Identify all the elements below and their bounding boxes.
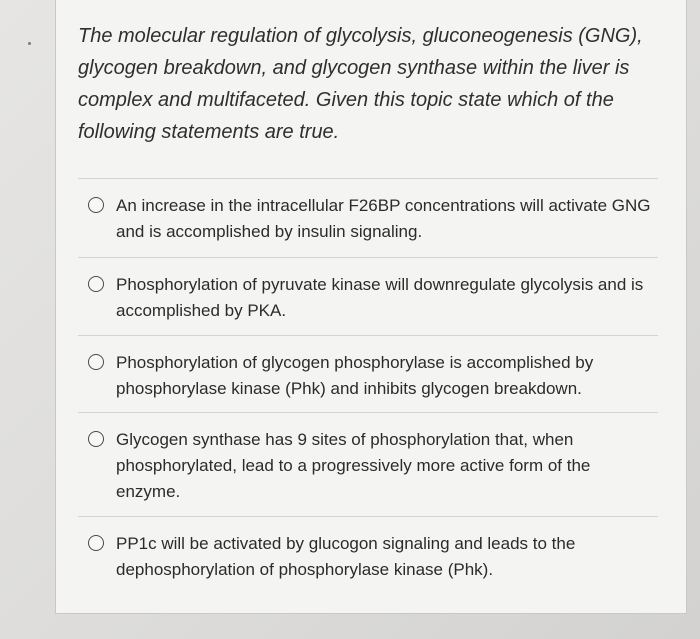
radio-button-icon[interactable] (88, 535, 104, 551)
question-prompt: The molecular regulation of glycolysis, gluconeogenesis (GNG), glycogen breakdown, and glycogen synthase within the liver is complex and multifaceted. Given this topic state which of the following statements are true. (78, 25, 643, 143)
option-5[interactable] (78, 517, 658, 593)
radio-button-icon[interactable] (88, 276, 104, 292)
option-2-label: Phosphorylation of pyruvate kinase will downregulate glycolysis and is accomplished by PKA. (116, 275, 644, 320)
radio-button-icon[interactable] (88, 197, 104, 213)
radio-button-icon[interactable] (88, 431, 104, 447)
margin-dot (28, 42, 31, 45)
option-5-label: PP1c will be activated by glucogon signaling and leads to the dephosphorylation of phosphorylase kinase (Phk). (116, 534, 576, 579)
option-4-label: Glycogen synthase has 9 sites of phosphorylation that, when phosphorylated, lead to a progressively more active form of the enzyme. (116, 430, 591, 501)
option-2[interactable] (78, 258, 658, 335)
option-3[interactable] (78, 336, 658, 412)
radio-button-icon[interactable] (88, 354, 104, 370)
option-3-label: Phosphorylation of glycogen phosphorylase is accomplished by phosphorylase kinase (Phk) and inhibits glycogen breakdown. (116, 353, 594, 398)
option-4[interactable] (78, 413, 658, 516)
option-1-label: An increase in the intracellular F26BP concentrations will activate GNG and is accomplished by insulin signaling. (116, 196, 651, 241)
option-1[interactable] (78, 179, 658, 257)
answer-options (78, 178, 658, 593)
